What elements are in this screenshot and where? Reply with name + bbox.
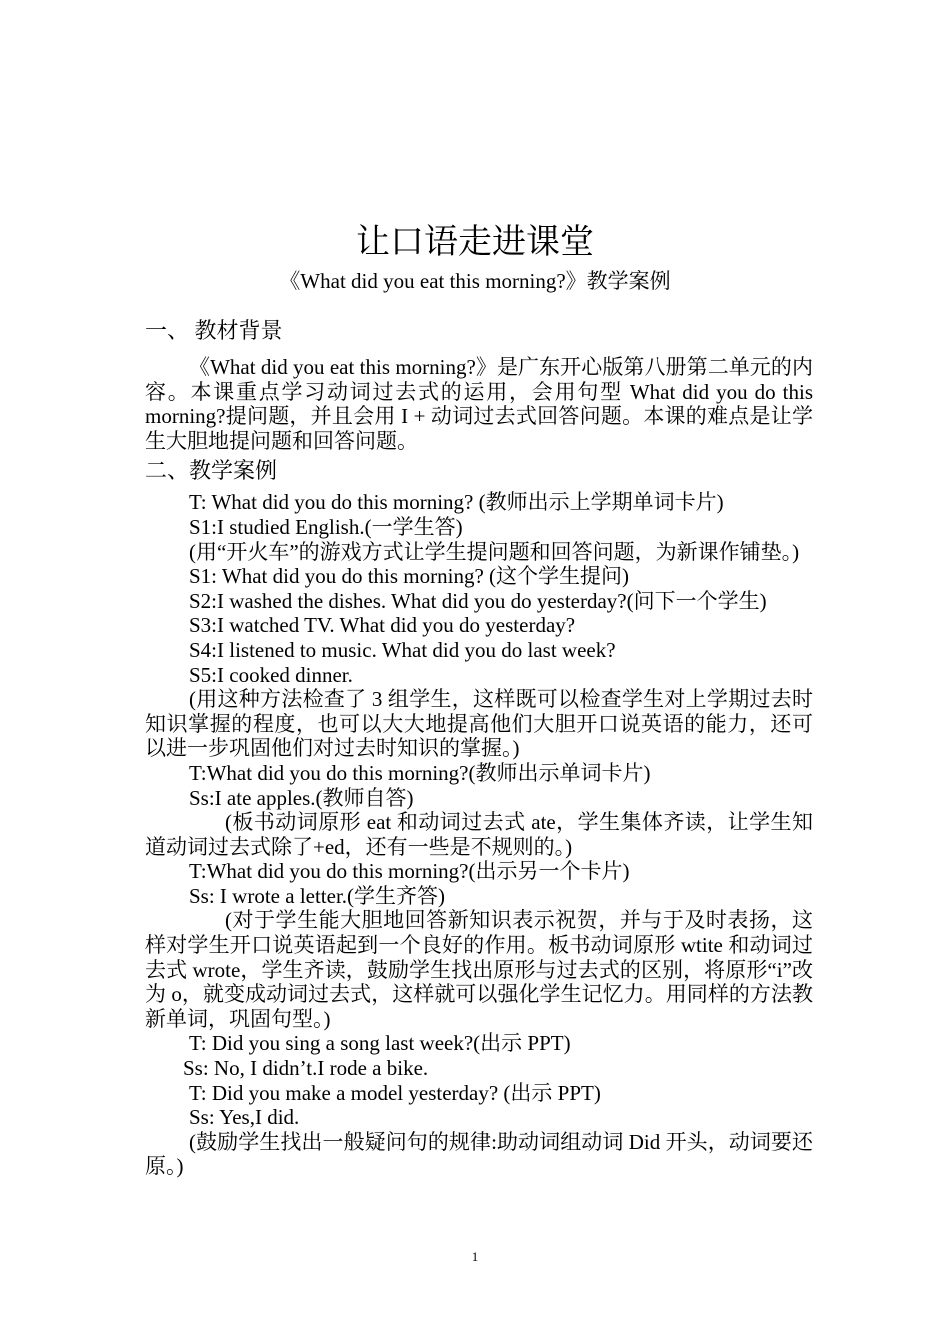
dialogue-line: Ss: I wrote a letter.(学生齐答) <box>189 883 446 908</box>
teaching-note: (对于学生能大胆地回答新知识表示祝贺，并与于及时表扬，这样对学生开口说英语起到一个良好的作用。板书动词原形 wtite 和动词过去式 wrote，学生齐读，鼓励学生找出原形与过去式的区别，将原形“i”改为 o，就变成动词过去式，这样就可以强化学生记忆力。用同样的方法教新单词，巩固句型。) <box>145 908 813 1031</box>
dialogue-line: T: Did you make a model yesterday? (出示 PPT) <box>189 1080 601 1105</box>
dialogue-line: Ss: Yes,I did. <box>189 1105 300 1130</box>
page-number: 1 <box>471 1249 479 1264</box>
teaching-note: (用这种方法检查了 3 组学生，这样既可以检查学生对上学期过去时知识掌握的程度，也可以大大地提高他们大胆开口说英语的能力，还可以进一步巩固他们对过去时知识的掌握。) <box>145 687 813 761</box>
dialogue-line: S2:I washed the dishes. What did you do yesterday?(问下一个学生) <box>189 588 767 613</box>
dialogue-line: S1: What did you do this morning? (这个学生提问) <box>189 564 630 589</box>
teaching-note: (用“开火车”的游戏方式让学生提问题和回答问题，为新课作铺垫。) <box>189 539 800 564</box>
dialogue-line: S1:I studied English.(一学生答) <box>189 514 463 539</box>
section-heading-background: 一、 教材背景 <box>145 318 283 343</box>
document-subtitle: 《What did you eat this morning?》教学案例 <box>279 269 671 293</box>
dialogue-line: Ss:I ate apples.(教师自答) <box>189 785 414 810</box>
document-title: 让口语走进课堂 <box>356 224 594 261</box>
background-paragraph: 《What did you eat this morning?》是广东开心版第八册第二单元的内容。本课重点学习动词过去式的运用，会用句型 What did you do this morning?提问题，并且会用 I + 动词过去式回答问题。本课的难点是让学生大胆地提问题和回答问题。 <box>145 355 813 453</box>
teaching-note: (鼓励学生找出一般疑问句的规律:助动词组动词 Did 开头，动词要还原。) <box>145 1129 813 1179</box>
dialogue-line: Ss: No, I didn’t.I rode a bike. <box>183 1056 429 1081</box>
dialogue-line: S4:I listened to music. What did you do last week? <box>189 637 616 662</box>
teaching-note: (板书动词原形 eat 和动词过去式 ate，学生集体齐读，让学生知道动词过去式除了+ed，还有一些是不规则的。) <box>145 810 813 859</box>
dialogue-line: T:What did you do this morning?(出示另一个卡片) <box>189 859 630 884</box>
section-heading-case: 二、教学案例 <box>145 458 278 484</box>
dialogue-line: T: What did you do this morning? (教师出示上学期单词卡片) <box>189 490 724 515</box>
dialogue-line: S5:I cooked dinner. <box>189 662 353 687</box>
dialogue-line: S3:I watched TV. What did you do yesterday? <box>189 613 576 638</box>
dialogue-line: T: Did you sing a song last week?(出示 PPT) <box>189 1031 571 1056</box>
dialogue-line: T:What did you do this morning?(教师出示单词卡片) <box>189 760 651 785</box>
document-body <box>145 314 813 1179</box>
